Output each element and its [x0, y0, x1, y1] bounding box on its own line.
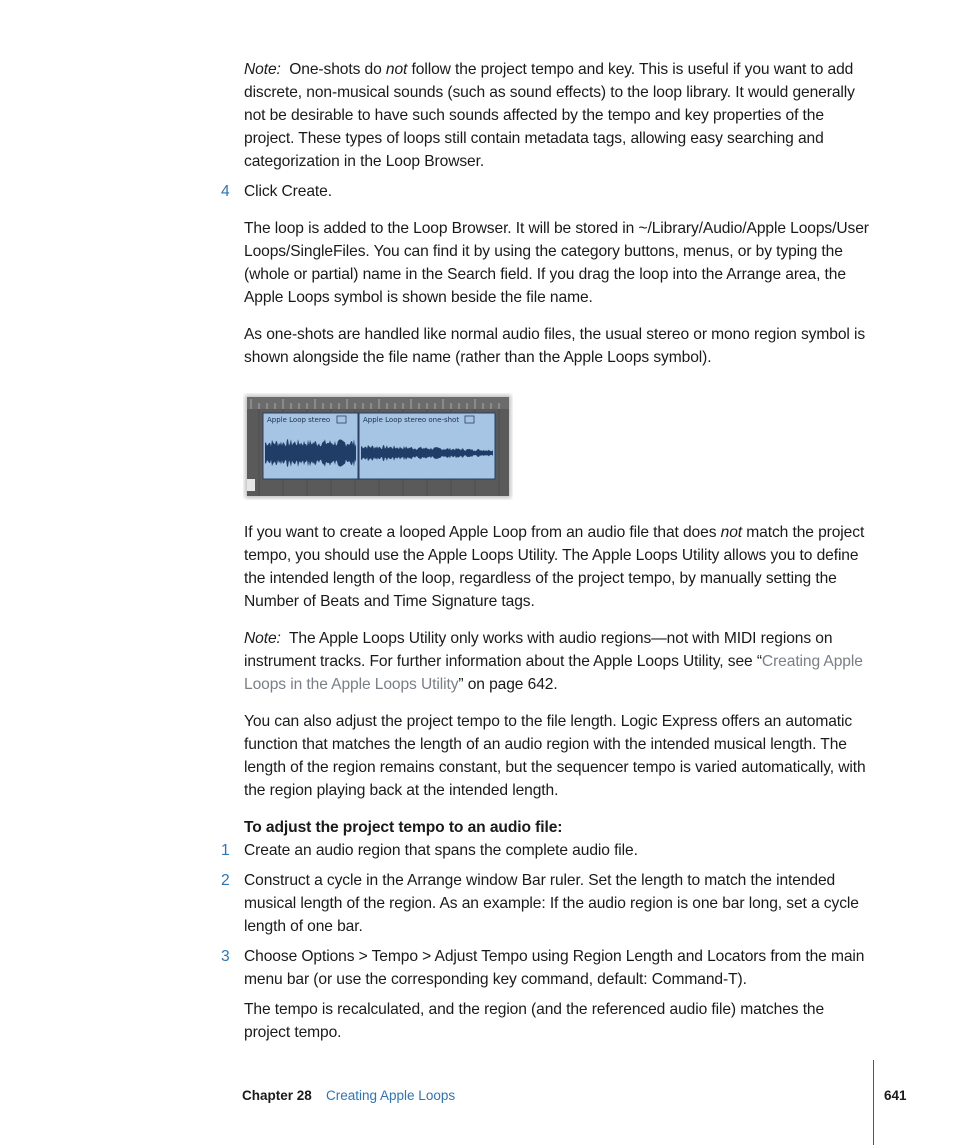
- bar-ruler: [247, 397, 509, 409]
- step-text: Create an audio region that spans the complete audio file.: [244, 842, 638, 859]
- step-text: Choose Options > Tempo > Adjust Tempo using Region Length and Locators from the main menu bar (or use the corresponding key command, default: Command-T).: [244, 948, 865, 988]
- footer-divider: [873, 1060, 874, 1145]
- body-paragraph: You can also adjust the project tempo to the file length. Logic Express offers an automatic function that matches the length of an audio region with the intended musical length. The length of the region remains constant, but the sequencer tempo is varied automatically, with the region playing back at the intended length.: [244, 713, 866, 799]
- step-number: 3: [221, 948, 230, 965]
- emphasis: not: [385, 61, 408, 78]
- body-paragraph: The loop is added to the Loop Browser. It will be stored in ~/Library/Audio/Apple Loops/User Loops/SingleFiles. You can find it by using the category buttons, menus, or by typing the (whole or partial) name in the Search field. If you drag the loop into the Arrange area, the Apple Loops symbol is shown beside the file name.: [244, 220, 869, 306]
- cross-reference-link[interactable]: Creating Apple Loops in the Apple Loops Utility: [244, 653, 863, 693]
- note-label: Note:: [244, 630, 281, 647]
- task-heading: To adjust the project tempo to an audio file:: [244, 819, 563, 836]
- body-paragraph: As one-shots are handled like normal audio files, the usual stereo or mono region symbol is shown alongside the file name (rather than the Apple Loops symbol).: [244, 326, 866, 366]
- note-paragraph: Note: One-shots do not follow the project tempo and key. This is useful if you want to add discrete, non-musical sounds (such as sound effects) to the loop library. It would generally not be desirable to have such sounds affected by the tempo and key properties of the project. These types of loops still contain metadata tags, allowing easy searching and categorization in the Loop Browser.: [244, 61, 855, 170]
- emphasis: not: [720, 524, 743, 541]
- step-number: 1: [221, 842, 230, 859]
- body-paragraph: The tempo is recalculated, and the region (and the referenced audio file) matches the project tempo.: [244, 1001, 825, 1041]
- svg-text:Apple Loop stereo: Apple Loop stereo: [267, 416, 331, 424]
- svg-text:Apple Loop stereo one-shot: Apple Loop stereo one-shot: [363, 416, 460, 424]
- step-text: Click Create.: [244, 183, 332, 200]
- note-paragraph: Note: The Apple Loops Utility only works with audio regions—not with MIDI regions on instrument tracks. For further information about the Apple Loops Utility, see “Creating Apple Loops in the Apple Loops Utility” on page 642.: [244, 630, 863, 693]
- footer-chapter-title[interactable]: Creating Apple Loops: [326, 1088, 456, 1103]
- note-label: Note:: [244, 61, 281, 78]
- region-apple-loop-stereo[interactable]: [263, 413, 358, 479]
- step-number: 4: [221, 183, 230, 200]
- arrange-area-screenshot: [243, 393, 513, 500]
- region-apple-loop-stereo-one-shot[interactable]: [359, 413, 495, 479]
- step-number: 2: [221, 872, 230, 889]
- scroll-handle[interactable]: [247, 479, 255, 491]
- footer-chapter: Chapter 28: [242, 1088, 312, 1103]
- arrange-area-figure: [243, 393, 513, 500]
- step-text: Construct a cycle in the Arrange window Bar ruler. Set the length to match the intended musical length of the region. As an example: If the audio region is one bar long, set a cycle length of one bar.: [244, 872, 859, 935]
- body-paragraph: If you want to create a looped Apple Loop from an audio file that does not match the project tempo, you should use the Apple Loops Utility. The Apple Loops Utility allows you to define the intended length of the loop, regardless of the project tempo, by manually setting the Number of Beats and Time Signature tags.: [244, 524, 865, 610]
- page-number: 641: [884, 1088, 907, 1103]
